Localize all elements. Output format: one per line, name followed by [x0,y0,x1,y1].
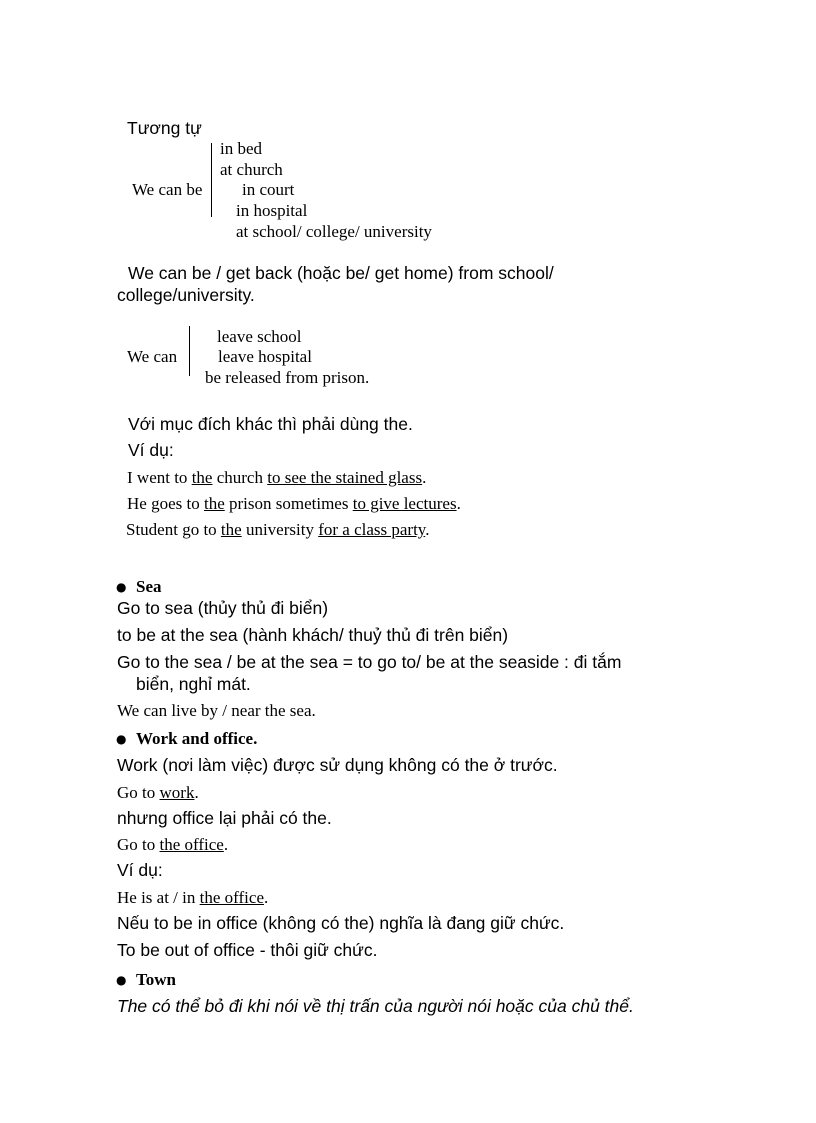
work-line: nhưng office lại phải có the. [117,808,332,828]
example-sentence: I went to the church to see the stained glass. [127,468,427,487]
work-example: He is at / in the office. [117,888,269,907]
work-example: Go to the office. [117,835,229,854]
group1-subject: We can be [132,180,203,199]
bullet-icon: ● [116,732,127,746]
work-line: Work (nơi làm việc) được sử dụng không có the ở trước. [117,755,558,775]
sea-line: We can live by / near the sea. [117,701,316,720]
bullet-icon: ● [116,973,127,987]
group1-item: in court [242,180,295,199]
example-sentence: Student go to the university for a class party. [126,520,430,539]
group1-item: in bed [220,139,263,158]
heading-town: Town [136,970,177,989]
bullet-icon: ● [116,580,127,594]
group2-item: leave school [217,327,302,346]
group1-item: at school/ college/ university [236,222,432,241]
example-label: Ví dụ: [117,860,163,880]
heading-similar: Tương tự [127,118,202,138]
brace-line [211,143,212,217]
sea-line: to be at the sea (hành khách/ thuỷ thủ đi trên biển) [117,625,509,645]
sea-line: Go to the sea / be at the sea = to go to/ be at the seaside : đi tắm [117,652,622,672]
brace-line [189,326,190,376]
paragraph-line: We can be / get back (hoặc be/ get home) from school/ [128,263,554,283]
group1-item: at church [220,160,283,179]
group2-subject: We can [127,347,178,366]
sea-line: biển, nghỉ mát. [136,674,251,694]
work-line: To be out of office - thôi giữ chức. [117,940,378,960]
paragraph-line: college/university. [117,285,255,305]
example-sentence: He goes to the prison sometimes to give lectures. [127,494,461,513]
example-label: Ví dụ: [128,440,174,460]
heading-sea: Sea [136,577,162,596]
group2-item: leave hospital [218,347,312,366]
town-line: The có thể bỏ đi khi nói về thị trấn của người nói hoặc của chủ thể. [117,996,634,1016]
group2-item: be released from prison. [205,368,370,387]
work-line: Nếu to be in office (không có the) nghĩa là đang giữ chức. [117,913,565,933]
group1-item: in hospital [236,201,308,220]
sea-line: Go to sea (thủy thủ đi biển) [117,598,329,618]
work-example: Go to work. [117,783,199,802]
heading-work-office: Work and office. [136,729,258,748]
other-purpose-text: Với mục đích khác thì phải dùng the. [128,414,413,434]
